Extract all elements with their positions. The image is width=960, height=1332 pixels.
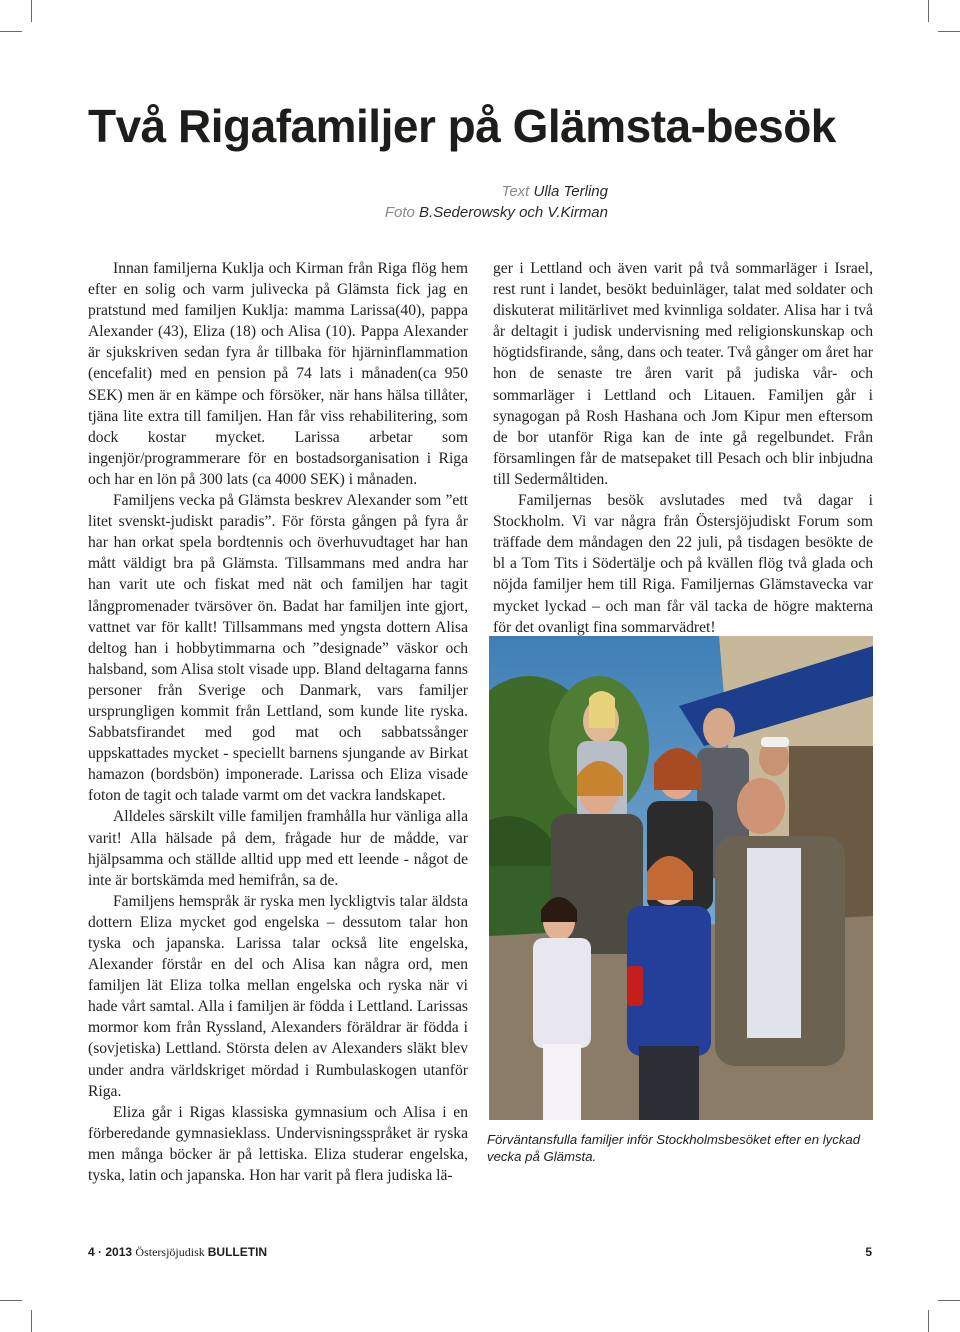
crop-mark (31, 1310, 32, 1332)
text-credit-label: Text (501, 183, 530, 200)
paragraph: Eliza går i Rigas klassiska gymnasium och Alisa i en förberedande gymnasieklass. Undervisningsspråket är ryska men många böcker är på lettiska. Eliza studerar engelska, tyska, latin och japanska. Hon har varit på flera judiska lä- (88, 1103, 468, 1185)
photo-credit-label: Foto (384, 204, 415, 221)
footer-separator: · (98, 1245, 103, 1259)
crop-mark (928, 0, 929, 22)
paragraph: Familjens hemspråk är ryska men lyckligtvis talar äldsta dottern Eliza mycket god engelska – dessutom talar hon tyska och japanska. Larissa talar också lite engelska, Alexander förstår en del och Alisa kan några ord, men familjen lät Eliza tolka mellan engelska och ryska när vi hade vårt samtal. Alla i familjen är födda i Lettland. Larissas mormor kom från Ryssland, Alexanders föräldrar är födda i (sovjetiska) Lettland. Största delen av Alexanders släkt blev under andra världskriget mördad i Rumbulaskogen utanför Riga. (88, 892, 468, 1100)
magazine-name-bold: BULLETIN (207, 1245, 268, 1259)
crop-mark (31, 0, 32, 22)
paragraph: Familjernas besök avslutades med två dagar i Stockholm. Vi var några från Östersjöjudiskt Forum som träffade dem måndagen den 22 juli, på tisdagen besökte de bl a Tom Tits i Södertälje och på kvällen flög två glada och nöjda familjer hem till Riga. Familjernas Glämstavecka var mycket lyckad – och man får väl tacka de högre makterna för det ovanligt fina sommarvädret! (493, 492, 873, 636)
crop-mark (0, 1300, 22, 1301)
text-credit (502, 183, 608, 200)
page-number-right: 5 (865, 1245, 872, 1259)
photo-caption: Förväntansfulla familjer inför Stockholmsbesöket efter en lyckad vecka på Glämsta. (487, 1132, 861, 1164)
magazine-name: Östersjöjudisk (135, 1245, 208, 1259)
page-number-left: 4 (88, 1245, 95, 1259)
paragraph: ger i Lettland och även varit på två sommarläger i Israel, rest runt i landet, besökt beduinläger, talat med soldater och diskuterat militärlivet med kvinnliga soldater. Alisa har i två år deltagit i judisk undervisning med religionskunskap och högtidsfirande, sång, dans och teater. Två gånger om året har hon de senaste tre åren varit på judiska vår- och sommarläger i Lettland och Litauen. Familjen går i synagogan på Rosh Hashana och Jom Kipur men eftersom de bor utanför Riga kan de inte gå regelbundet. Från församlingen får de matsepaket till Pesach och blir inbjudna till Sedermåltiden. (493, 260, 873, 488)
paragraph: Innan familjerna Kuklja och Kirman från Riga flög hem efter en solig och varm julivecka på Glämsta fick jag en pratstund med familjen Kuklja: mamma Larissa(40), pappa Alexander (43), Eliza (18) och Alisa (10). Pappa Alexander är sjukskriven sedan fyra år tillbaka för hjärninflammation (encefalit) med en pension på 74 lats i månaden(ca 950 SEK) men är en kämpe och försöker, när hans hälsa tillåter, tjäna lite extra till familjen. Han får viss rehabilitering, som dock kostar mycket. Larissa arbetar som ingenjör/programmerare för en bostadsorganisation i Riga och har en lön på 300 lats (ca 4000 SEK) i månaden. (88, 260, 468, 488)
crop-mark (928, 1310, 929, 1332)
crop-mark (0, 31, 22, 32)
crop-mark (938, 31, 960, 32)
article-body-left (88, 258, 468, 1186)
paragraph: Familjens vecka på Glämsta beskrev Alexander som ”ett litet svenskt-judiskt paradis”. För första gången på fyra år har han orkat spela bordtennis och överhuvudtaget har han mått väldigt bra på Glämsta. Tillsammans med andra har han varit ute och fiskat med nät och familjen har tagit långpromenader tvärsöver ön. Badat har familjen inte gjort, vattnet var för kallt! Tillsammans med yngsta dottern Alisa deltog han i hobbytimmarna och ”designade” väskor och halsband, som Alisa stolt visade upp. Bland deltagarna fanns personer från Sverige och Danmark, vars familjer ursprungligen kommit från Lettland, som kunde lite ryska. Sabbatsfirandet med god mat och sabbatssånger uppskattades mycket - speciellt barnens sjungande av Birkat hamazon (bordsbön) imponerade. Larissa och Eliza visade foton de tagit och talade varmt om det vackra landskapet. (88, 492, 468, 805)
photo-credit (385, 204, 608, 221)
paragraph: Alldeles särskilt ville familjen framhålla hur vänliga alla varit! Alla hälsade på dem, frågade hur de mådde, var hjälpsamma och ställde alltid upp med ett leende - något de inte är bortskämda med hemifrån, sa de. (88, 808, 468, 889)
footer-folio (88, 1245, 267, 1260)
article-body-right (493, 258, 873, 638)
article-title: Två Rigafamiljer på Glämsta-besök (88, 100, 836, 152)
crop-mark (938, 1300, 960, 1301)
footer-year: 2013 (105, 1245, 133, 1259)
text-author: Ulla Terling (533, 183, 608, 200)
photo-author: B.Sederowsky och V.Kirman (419, 204, 608, 221)
group-photo (489, 636, 873, 1120)
